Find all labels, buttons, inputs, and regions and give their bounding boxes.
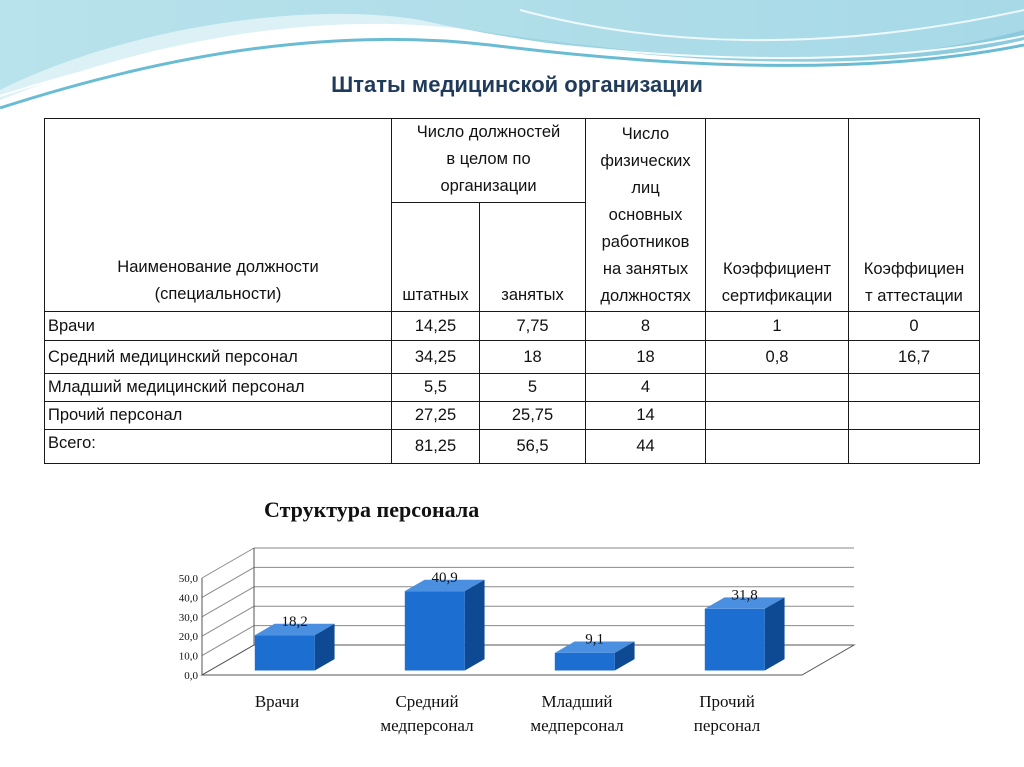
table-row: [45, 374, 980, 402]
bar-side: [465, 580, 485, 671]
data-label: 31,8: [731, 587, 758, 604]
bar-front: [405, 591, 465, 670]
row-occupied: 25,75: [480, 402, 586, 430]
y-tick-label: 40,0: [178, 592, 198, 605]
row-attest: 0: [849, 312, 980, 341]
row-attest: [849, 374, 980, 402]
gridline-side: [202, 606, 254, 636]
gridline-side: [202, 626, 254, 656]
row-staff: 27,25: [392, 402, 480, 430]
row-occupied: 18: [480, 341, 586, 374]
gridline-side: [202, 587, 254, 617]
chart-title: Структура персонала: [264, 497, 480, 522]
y-tick-label: 10,0: [178, 650, 198, 663]
bar-front: [255, 635, 315, 670]
row-cert: 1: [706, 312, 849, 341]
staff-structure-chart: [150, 535, 870, 745]
row-occupied: 7,75: [480, 312, 586, 341]
table-row: [45, 402, 980, 430]
y-tick-label: 50,0: [178, 573, 198, 585]
row-persons: 4: [586, 374, 706, 402]
gridline-side: [202, 567, 254, 597]
category-label: медперсонал: [530, 716, 624, 735]
row-persons: 8: [586, 312, 706, 341]
row-cert: 0,8: [706, 341, 849, 374]
header-positions-group: Число должностей в целом по организации: [392, 119, 586, 203]
bar-side: [765, 597, 785, 670]
category-label: персонал: [693, 716, 761, 735]
header-staff: штатных: [392, 203, 480, 312]
staff-table: [44, 118, 980, 464]
row-cert: [706, 374, 849, 402]
category-label: Прочий: [699, 692, 755, 711]
row-name: Средний медицинский персонал: [45, 341, 392, 374]
row-attest: [849, 430, 980, 464]
category-label: Младший: [541, 692, 613, 711]
y-tick-label: 30,0: [178, 611, 198, 624]
row-attest: 16,7: [849, 341, 980, 374]
header-occupied: занятых: [480, 203, 586, 312]
header-persons: Число физических лиц основных работников на занятых должностях: [586, 119, 706, 312]
row-name: Всего:: [45, 430, 392, 464]
row-staff: 5,5: [392, 374, 480, 402]
header-cert: Коэффициент сертификации: [706, 119, 849, 312]
y-tick-label: 20,0: [178, 631, 198, 644]
row-occupied: 5: [480, 374, 586, 402]
data-label: 9,1: [585, 631, 605, 648]
y-tick-label: 0,0: [184, 670, 198, 682]
gridline-side: [202, 548, 254, 578]
background-waves: [0, 0, 1024, 120]
bar-front: [705, 609, 765, 671]
category-label: медперсонал: [380, 716, 474, 735]
row-attest: [849, 402, 980, 430]
row-persons: 18: [586, 341, 706, 374]
row-occupied: 56,5: [480, 430, 586, 464]
table-row: [45, 430, 980, 464]
row-cert: [706, 402, 849, 430]
data-label: 40,9: [431, 569, 458, 586]
table-row: [45, 312, 980, 341]
header-attest: Коэффициен т аттестации: [849, 119, 980, 312]
row-name: Младший медицинский персонал: [45, 374, 392, 402]
row-name: Врачи: [45, 312, 392, 341]
table-row: [45, 341, 980, 374]
header-name: Наименование должности (специальности): [45, 119, 392, 312]
row-staff: 34,25: [392, 341, 480, 374]
page-title: Штаты медицинской организации: [331, 72, 703, 97]
row-cert: [706, 430, 849, 464]
row-staff: 81,25: [392, 430, 480, 464]
category-label: Средний: [395, 692, 459, 711]
category-label: Врачи: [254, 692, 300, 711]
row-persons: 14: [586, 402, 706, 430]
bar-front: [555, 653, 615, 671]
data-label: 18,2: [281, 613, 308, 630]
row-persons: 44: [586, 430, 706, 464]
row-staff: 14,25: [392, 312, 480, 341]
row-name: Прочий персонал: [45, 402, 392, 430]
